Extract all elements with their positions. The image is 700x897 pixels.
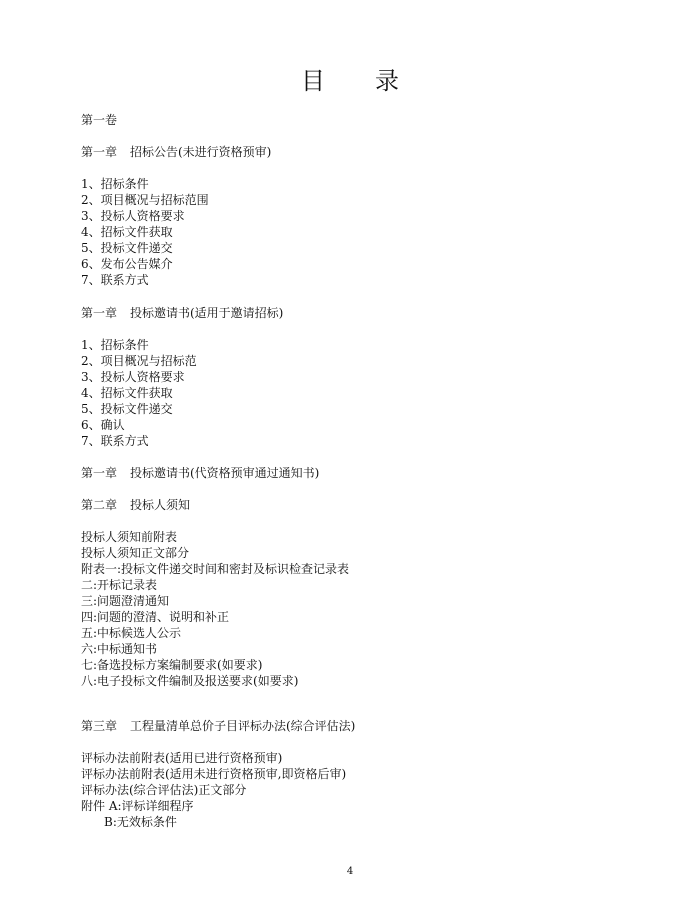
toc-item: 投标人须知前附表 xyxy=(81,530,178,544)
page-number: 4 xyxy=(346,866,354,877)
chapter-title: 招标公告(未进行资格预审) xyxy=(130,145,272,159)
toc-item: 2、项目概况与招标范 xyxy=(81,354,197,368)
toc-item: 5、投标文件递交 xyxy=(81,241,173,255)
chapter-number: 第一章 xyxy=(81,466,118,480)
toc-item: 附件 A:评标详细程序 xyxy=(81,799,194,813)
chapter-heading xyxy=(81,305,283,321)
chapter-heading xyxy=(81,718,355,734)
chapter-heading xyxy=(81,144,271,160)
chapter-title: 投标人须知 xyxy=(130,498,191,512)
toc-item: 六:中标通知书 xyxy=(81,642,158,656)
toc-item: 3、投标人资格要求 xyxy=(81,370,185,384)
toc-item: 6、发布公告媒介 xyxy=(81,257,173,271)
toc-item: B:无效标条件 xyxy=(104,815,177,829)
volume-label: 第一卷 xyxy=(81,113,118,127)
toc-item: 4、招标文件获取 xyxy=(81,225,173,239)
toc-item: 4、招标文件获取 xyxy=(81,386,173,400)
chapter-heading xyxy=(81,465,319,481)
toc-item: 6、确认 xyxy=(81,418,125,432)
toc-item: 2、项目概况与招标范围 xyxy=(81,193,209,207)
chapter-number: 第三章 xyxy=(81,719,118,733)
title-char-1: 目 xyxy=(301,67,325,95)
chapter-number: 第一章 xyxy=(81,145,118,159)
page-title xyxy=(0,66,700,96)
toc-item: 五:中标候选人公示 xyxy=(81,626,182,640)
toc-item: 3、投标人资格要求 xyxy=(81,209,185,223)
toc-item: 评标办法(综合评估法)正文部分 xyxy=(81,783,247,797)
toc-item: 1、招标条件 xyxy=(81,177,149,191)
toc-item: 三:问题澄清通知 xyxy=(81,594,170,608)
toc-item: 二:开标记录表 xyxy=(81,578,158,592)
toc-item: 1、招标条件 xyxy=(81,338,149,352)
chapter-title: 投标邀请书(代资格预审通过通知书) xyxy=(130,466,320,480)
toc-item: 七:备选投标方案编制要求(如要求) xyxy=(81,658,263,672)
chapter-number: 第二章 xyxy=(81,498,118,512)
chapter-title: 工程量清单总价子目评标办法(综合评估法) xyxy=(130,719,356,733)
chapter-heading xyxy=(81,497,190,513)
title-char-2: 录 xyxy=(375,67,399,95)
toc-item: 评标办法前附表(适用已进行资格预审) xyxy=(81,751,283,765)
chapter-title: 投标邀请书(适用于邀请招标) xyxy=(130,306,284,320)
toc-item: 7、联系方式 xyxy=(81,434,149,448)
toc-item: 八:电子投标文件编制及报送要求(如要求) xyxy=(81,674,299,688)
toc-item: 7、联系方式 xyxy=(81,273,149,287)
toc-item: 四:问题的澄清、说明和补正 xyxy=(81,610,230,624)
toc-item: 投标人须知正文部分 xyxy=(81,546,190,560)
chapter-number: 第一章 xyxy=(81,306,118,320)
toc-item: 附表一:投标文件递交时间和密封及标识检查记录表 xyxy=(81,562,350,576)
toc-item: 5、投标文件递交 xyxy=(81,402,173,416)
toc-item: 评标办法前附表(适用未进行资格预审,即资格后审) xyxy=(81,767,347,781)
